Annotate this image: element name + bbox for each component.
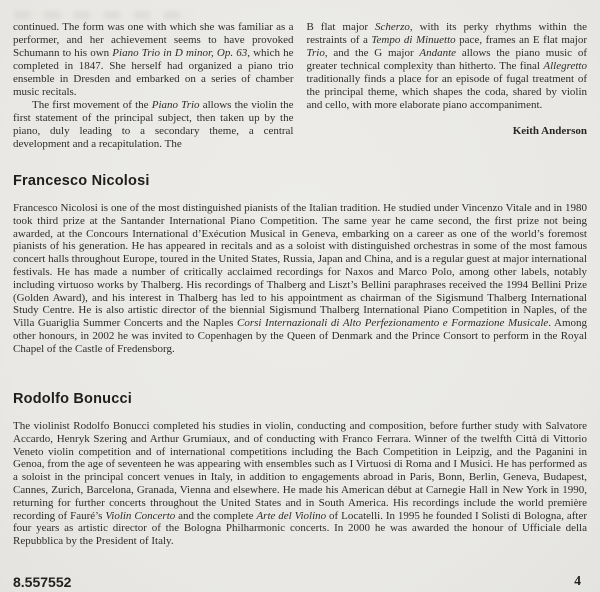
intro-two-column-block [13, 21, 587, 151]
page-number: 4 [574, 573, 581, 588]
scan-bleed-artifact [14, 11, 194, 19]
bonucci-bio-paragraph: The violinist Rodolfo Bonucci completed his studies in violin, conducting and composition, before further study with Salvatore Accardo, Henryk Szering and Arthur Grumiaux, and of conducting with Franco Ferrara. Winner of the twelfth Città di Vittorio Veneto violin competition and of international competitions including the Bach Competition in Leipzig, and the Paganini in Genoa, from the age of seventeen he was appearing with ensembles such as I Virtuosi di Roma and I Musici. He has performed as a soloist in the principal concert venues in Italy, in addition to engagements abroad in Paris, Bonn, Berlin, Geneva, Budapest, Cannes, Zurich, Barcelona, Granada, Vienna and elsewhere. He made his American début at Carnegie Hall in New York in 1990, returning for further concerts throughout the United States and in South America. His recordings include the world première recording of Fauré’s Violin Concerto and the complete Arte del Violino of Locatelli. In 1995 he founded I Solisti di Bologna, after four years as artistic director of the Bologna Philharmonic concerts. In 2000 he was awarded the honour of Ufficiale della Repubblica by the President of Italy. [13, 420, 588, 548]
section-heading-bonucci: Rodolfo Bonucci [13, 391, 132, 407]
intro-right-column [307, 21, 588, 151]
intro-paragraph-3: B flat major Scherzo, with its perky rhythms within the restraints of a Tempo di Minuetto pace, frames an E flat major Trio, and the G major Andante allows the piano music of greater technical complexity than hitherto. The final Allegretto traditionally finds a place for an episode of fugal treatment of the principal theme, which shapes the coda, shared by violin and cello, with more elaborate piano accompaniment. [306, 21, 587, 111]
intro-paragraph-1: continued. The form was one with which she was familiar as a performer, and her achievement seems to have provoked Schumann to his own Piano Trio in D minor, Op. 63, which he completed in 1847. She herself had organized a piano trio ensemble in Dresden and embarked on a series of chamber music recitals. [13, 21, 294, 98]
intro-left-column [13, 21, 294, 151]
author-signature: Keith Anderson [512, 125, 587, 137]
section-heading-nicolosi: Francesco Nicolosi [13, 173, 150, 189]
nicolosi-bio-paragraph: Francesco Nicolosi is one of the most distinguished pianists of the Italian tradition. He studied under Vincenzo Vitale and in 1980 took third prize at the Santander International Piano Competition. The same year he came second, the first prize not being awarded, at the Concours International d’Exécution Musical in Geneva, embarking on a career as one of the world’s foremost pianists of his generation. He has appeared in recitals and as a soloist with distinguished orchestras in some of the most famous concert halls throughout Europe, toured in the United States, Russia, Japan and China, and is a regular guest at major international festivals. He has made a number of critically acclaimed recordings for Naxos and Marco Polo, among other labels, notably including virtuoso works by Thalberg. His recordings of Thalberg and Liszt’s Bellini paraphrases received the 1994 Bellini Prize (Golden Award), and his interest in Thalberg has led to his appointment as chairman of the Sigismund Thalberg International Study Centre. He is also artistic director of the biennial Sigismund Thalberg International Piano Competition in Naples, of the Villa Guariglia Summer Concerts and the Naples Corsi Internazionali di Alto Perfezionamento e Formazione Musicale. Among other honours, in 2002 he was invited to Copenhagen by the Queen of Denmark and the Prince Consort to perform in the Royal Chapel of the Castle of Fredensborg. [13, 202, 587, 355]
catalogue-number: 8.557552 [13, 574, 72, 590]
intro-paragraph-2: The first movement of the Piano Trio allows the violin the first statement of the principal subject, then taken up by the piano, duly leading to a secondary theme, a central development and a recapitulation. The [13, 99, 294, 150]
